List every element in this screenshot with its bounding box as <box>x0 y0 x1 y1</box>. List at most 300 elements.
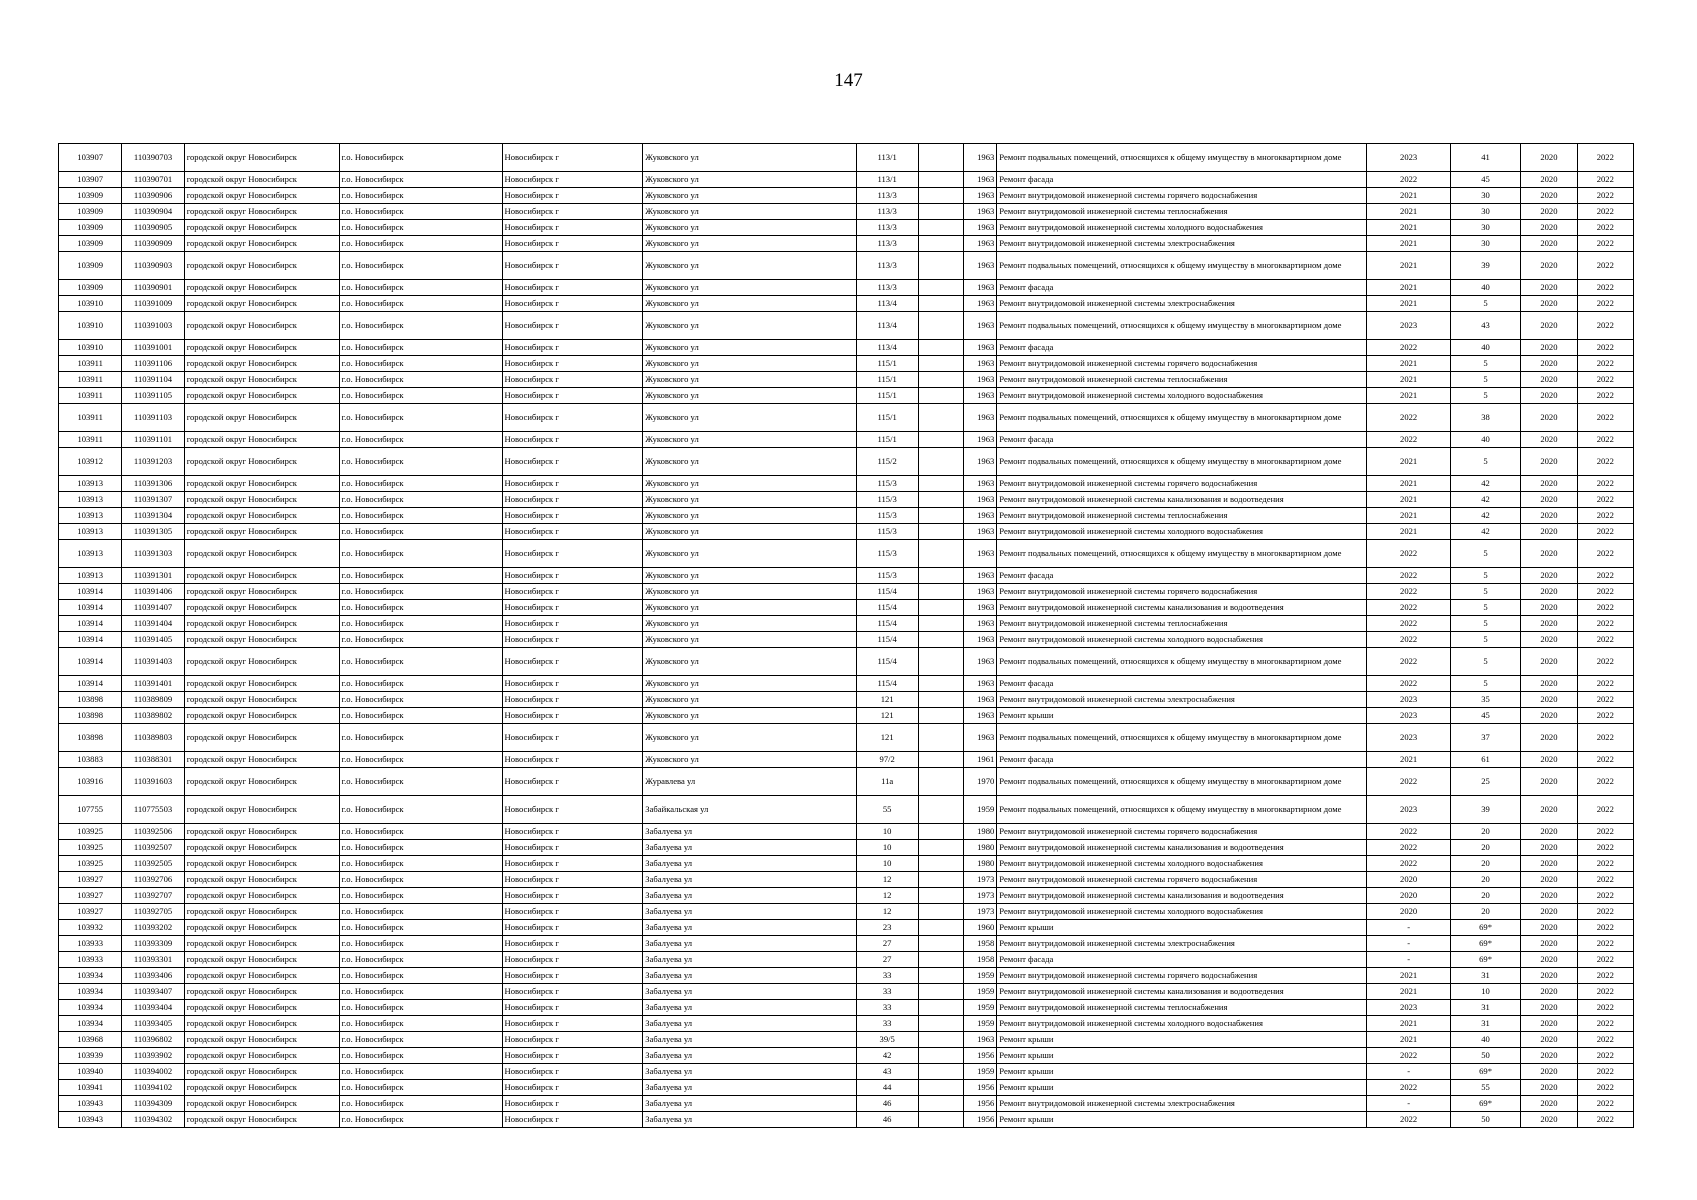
cell-street: Забалуева ул <box>643 984 856 1000</box>
cell-work-id: 110390701 <box>122 172 184 188</box>
cell-work-id: 110394309 <box>122 1096 184 1112</box>
cell-work-id: 110391406 <box>122 584 184 600</box>
table-row <box>59 1112 1634 1128</box>
cell-work-type: Ремонт внутридомовой инженерной системы холодного водоснабжения <box>997 632 1367 648</box>
cell-work-id: 110390905 <box>122 220 184 236</box>
cell-house-number: 113/1 <box>856 172 918 188</box>
cell-work-type: Ремонт подвальных помещений, относящихся к общему имуществу в многоквартирном доме <box>997 648 1367 676</box>
cell-settlement: Новосибирск г <box>502 1000 643 1016</box>
cell-street: Жуковского ул <box>643 372 856 388</box>
cell-work-id: 110391307 <box>122 492 184 508</box>
cell-municipality: городской округ Новосибирск <box>184 204 339 220</box>
cell-house-number: 115/4 <box>856 676 918 692</box>
cell-work-type: Ремонт крыши <box>997 1112 1367 1128</box>
cell-year-built: 1980 <box>964 840 997 856</box>
cell-municipality: городской округ Новосибирск <box>184 584 339 600</box>
cell-building <box>918 236 963 252</box>
cell-settlement: Новосибирск г <box>502 872 643 888</box>
cell-street: Жуковского ул <box>643 676 856 692</box>
cell-wear-percent: 30 <box>1450 204 1520 220</box>
cell-street: Жуковского ул <box>643 632 856 648</box>
cell-house-number: 113/3 <box>856 188 918 204</box>
cell-house-number: 33 <box>856 968 918 984</box>
cell-house-number: 115/3 <box>856 524 918 540</box>
cell-house-id: 103968 <box>59 1032 122 1048</box>
cell-house-id: 103898 <box>59 724 122 752</box>
cell-municipality: городской округ Новосибирск <box>184 796 339 824</box>
cell-municipality: городской округ Новосибирск <box>184 708 339 724</box>
cell-period-start: 2020 <box>1521 616 1577 632</box>
cell-work-type: Ремонт внутридомовой инженерной системы канализования и водоотведения <box>997 984 1367 1000</box>
cell-year-built: 1963 <box>964 204 997 220</box>
cell-building <box>918 616 963 632</box>
cell-building <box>918 1016 963 1032</box>
cell-house-id: 103898 <box>59 692 122 708</box>
cell-period-start: 2020 <box>1521 432 1577 448</box>
cell-period-start: 2020 <box>1521 872 1577 888</box>
cell-house-id: 103907 <box>59 144 122 172</box>
cell-house-id: 103934 <box>59 968 122 984</box>
cell-settlement: Новосибирск г <box>502 540 643 568</box>
cell-period-start: 2020 <box>1521 1048 1577 1064</box>
table-row <box>59 540 1634 568</box>
cell-period-end: 2022 <box>1577 492 1633 508</box>
table-row <box>59 952 1634 968</box>
cell-work-id: 110389809 <box>122 692 184 708</box>
cell-municipality: городской округ Новосибирск <box>184 752 339 768</box>
cell-period-end: 2022 <box>1577 632 1633 648</box>
cell-house-id: 103909 <box>59 220 122 236</box>
table-row <box>59 692 1634 708</box>
cell-wear-percent: 38 <box>1450 404 1520 432</box>
cell-year-built: 1963 <box>964 476 997 492</box>
cell-settlement: Новосибирск г <box>502 752 643 768</box>
cell-wear-percent: 20 <box>1450 824 1520 840</box>
cell-period-end: 2022 <box>1577 1112 1633 1128</box>
cell-house-id: 103910 <box>59 296 122 312</box>
cell-period-end: 2022 <box>1577 676 1633 692</box>
cell-district: г.о. Новосибирск <box>339 296 502 312</box>
cell-wear-percent: 5 <box>1450 296 1520 312</box>
cell-district: г.о. Новосибирск <box>339 220 502 236</box>
cell-house-id: 103939 <box>59 1048 122 1064</box>
cell-work-id: 110391103 <box>122 404 184 432</box>
cell-year-built: 1980 <box>964 856 997 872</box>
cell-period-end: 2022 <box>1577 796 1633 824</box>
cell-settlement: Новосибирск г <box>502 796 643 824</box>
cell-building <box>918 188 963 204</box>
cell-building <box>918 676 963 692</box>
cell-district: г.о. Новосибирск <box>339 584 502 600</box>
cell-street: Забалуева ул <box>643 1048 856 1064</box>
cell-street: Жуковского ул <box>643 584 856 600</box>
cell-settlement: Новосибирск г <box>502 492 643 508</box>
cell-house-id: 103911 <box>59 372 122 388</box>
cell-street: Жуковского ул <box>643 600 856 616</box>
cell-house-number: 39/5 <box>856 1032 918 1048</box>
cell-street: Жуковского ул <box>643 252 856 280</box>
cell-period-start: 2020 <box>1521 188 1577 204</box>
cell-year-built: 1956 <box>964 1112 997 1128</box>
cell-year-built: 1959 <box>964 984 997 1000</box>
cell-period-end: 2022 <box>1577 768 1633 796</box>
cell-settlement: Новосибирск г <box>502 1016 643 1032</box>
cell-building <box>918 984 963 1000</box>
cell-house-number: 10 <box>856 824 918 840</box>
cell-building <box>918 824 963 840</box>
cell-district: г.о. Новосибирск <box>339 936 502 952</box>
cell-work-type: Ремонт фасада <box>997 568 1367 584</box>
cell-year-built: 1970 <box>964 768 997 796</box>
cell-work-type: Ремонт фасада <box>997 280 1367 296</box>
cell-work-id: 110391404 <box>122 616 184 632</box>
cell-building <box>918 724 963 752</box>
cell-settlement: Новосибирск г <box>502 888 643 904</box>
cell-street: Жуковского ул <box>643 492 856 508</box>
cell-building <box>918 936 963 952</box>
table-row <box>59 724 1634 752</box>
cell-building <box>918 1032 963 1048</box>
cell-house-id: 103909 <box>59 236 122 252</box>
cell-house-number: 33 <box>856 1016 918 1032</box>
cell-district: г.о. Новосибирск <box>339 236 502 252</box>
cell-house-number: 33 <box>856 1000 918 1016</box>
cell-year-built: 1963 <box>964 524 997 540</box>
cell-period-end: 2022 <box>1577 476 1633 492</box>
table-row <box>59 872 1634 888</box>
cell-house-id: 103940 <box>59 1064 122 1080</box>
cell-period-end: 2022 <box>1577 448 1633 476</box>
table-row <box>59 752 1634 768</box>
cell-district: г.о. Новосибирск <box>339 388 502 404</box>
table-row <box>59 984 1634 1000</box>
cell-street: Забалуева ул <box>643 872 856 888</box>
cell-period-end: 2022 <box>1577 312 1633 340</box>
cell-district: г.о. Новосибирск <box>339 1032 502 1048</box>
cell-municipality: городской округ Новосибирск <box>184 188 339 204</box>
cell-period-end: 2022 <box>1577 1032 1633 1048</box>
cell-building <box>918 144 963 172</box>
cell-house-number: 43 <box>856 1064 918 1080</box>
cell-house-id: 103909 <box>59 188 122 204</box>
cell-work-type: Ремонт подвальных помещений, относящихся к общему имуществу в многоквартирном доме <box>997 724 1367 752</box>
cell-district: г.о. Новосибирск <box>339 1000 502 1016</box>
cell-district: г.о. Новосибирск <box>339 708 502 724</box>
cell-house-id: 103914 <box>59 616 122 632</box>
cell-work-type: Ремонт внутридомовой инженерной системы электроснабжения <box>997 1096 1367 1112</box>
cell-house-id: 103925 <box>59 824 122 840</box>
cell-work-id: 110392706 <box>122 872 184 888</box>
cell-house-id: 103943 <box>59 1096 122 1112</box>
cell-house-id: 103910 <box>59 312 122 340</box>
table-row <box>59 220 1634 236</box>
cell-period-end: 2022 <box>1577 508 1633 524</box>
cell-building <box>918 752 963 768</box>
table-row <box>59 584 1634 600</box>
cell-year-built: 1963 <box>964 372 997 388</box>
cell-building <box>918 952 963 968</box>
table-row <box>59 236 1634 252</box>
cell-street: Журавлева ул <box>643 768 856 796</box>
cell-period-end: 2022 <box>1577 432 1633 448</box>
cell-plan-year: 2023 <box>1367 692 1450 708</box>
table-row <box>59 1016 1634 1032</box>
cell-work-type: Ремонт фасада <box>997 676 1367 692</box>
cell-year-built: 1963 <box>964 340 997 356</box>
cell-plan-year: 2022 <box>1367 824 1450 840</box>
cell-settlement: Новосибирск г <box>502 600 643 616</box>
cell-building <box>918 568 963 584</box>
cell-work-type: Ремонт внутридомовой инженерной системы теплоснабжения <box>997 1000 1367 1016</box>
cell-year-built: 1963 <box>964 388 997 404</box>
cell-work-type: Ремонт подвальных помещений, относящихся к общему имуществу в многоквартирном доме <box>997 540 1367 568</box>
cell-wear-percent: 20 <box>1450 904 1520 920</box>
cell-house-number: 113/3 <box>856 204 918 220</box>
cell-work-id: 110391304 <box>122 508 184 524</box>
cell-building <box>918 872 963 888</box>
cell-street: Жуковского ул <box>643 524 856 540</box>
cell-settlement: Новосибирск г <box>502 220 643 236</box>
table-row <box>59 824 1634 840</box>
cell-house-id: 103914 <box>59 676 122 692</box>
cell-wear-percent: 20 <box>1450 888 1520 904</box>
cell-plan-year: 2022 <box>1367 840 1450 856</box>
cell-municipality: городской округ Новосибирск <box>184 372 339 388</box>
cell-settlement: Новосибирск г <box>502 372 643 388</box>
cell-district: г.о. Новосибирск <box>339 920 502 936</box>
cell-plan-year: 2023 <box>1367 312 1450 340</box>
cell-period-start: 2020 <box>1521 752 1577 768</box>
cell-house-id: 103909 <box>59 280 122 296</box>
cell-plan-year: 2022 <box>1367 432 1450 448</box>
cell-period-start: 2020 <box>1521 280 1577 296</box>
cell-settlement: Новосибирск г <box>502 840 643 856</box>
cell-street: Забалуева ул <box>643 968 856 984</box>
cell-work-type: Ремонт внутридомовой инженерной системы теплоснабжения <box>997 204 1367 220</box>
cell-building <box>918 296 963 312</box>
cell-plan-year: 2022 <box>1367 568 1450 584</box>
cell-period-end: 2022 <box>1577 356 1633 372</box>
cell-period-start: 2020 <box>1521 856 1577 872</box>
cell-municipality: городской округ Новосибирск <box>184 888 339 904</box>
cell-period-end: 2022 <box>1577 872 1633 888</box>
cell-wear-percent: 55 <box>1450 1080 1520 1096</box>
cell-building <box>918 220 963 236</box>
table-row <box>59 768 1634 796</box>
cell-municipality: городской округ Новосибирск <box>184 648 339 676</box>
cell-house-number: 113/3 <box>856 280 918 296</box>
cell-period-end: 2022 <box>1577 1096 1633 1112</box>
cell-work-type: Ремонт подвальных помещений, относящихся к общему имуществу в многоквартирном доме <box>997 768 1367 796</box>
cell-year-built: 1963 <box>964 1032 997 1048</box>
cell-period-end: 2022 <box>1577 252 1633 280</box>
cell-wear-percent: 20 <box>1450 872 1520 888</box>
cell-house-number: 46 <box>856 1112 918 1128</box>
cell-year-built: 1963 <box>964 432 997 448</box>
cell-period-start: 2020 <box>1521 1032 1577 1048</box>
cell-work-id: 110393405 <box>122 1016 184 1032</box>
cell-municipality: городской округ Новосибирск <box>184 540 339 568</box>
cell-work-id: 110390901 <box>122 280 184 296</box>
cell-settlement: Новосибирск г <box>502 724 643 752</box>
cell-period-start: 2020 <box>1521 676 1577 692</box>
cell-building <box>918 1064 963 1080</box>
cell-settlement: Новосибирск г <box>502 952 643 968</box>
cell-work-type: Ремонт внутридомовой инженерной системы холодного водоснабжения <box>997 904 1367 920</box>
cell-period-end: 2022 <box>1577 952 1633 968</box>
cell-period-start: 2020 <box>1521 648 1577 676</box>
cell-plan-year: 2021 <box>1367 968 1450 984</box>
cell-district: г.о. Новосибирск <box>339 1064 502 1080</box>
cell-district: г.о. Новосибирск <box>339 724 502 752</box>
cell-plan-year: - <box>1367 920 1450 936</box>
cell-municipality: городской округ Новосибирск <box>184 476 339 492</box>
cell-work-type: Ремонт внутридомовой инженерной системы канализования и водоотведения <box>997 840 1367 856</box>
cell-work-type: Ремонт внутридомовой инженерной системы теплоснабжения <box>997 372 1367 388</box>
cell-year-built: 1963 <box>964 296 997 312</box>
cell-work-type: Ремонт внутридомовой инженерной системы теплоснабжения <box>997 616 1367 632</box>
cell-municipality: городской округ Новосибирск <box>184 356 339 372</box>
cell-building <box>918 1000 963 1016</box>
cell-building <box>918 904 963 920</box>
cell-period-end: 2022 <box>1577 388 1633 404</box>
cell-building <box>918 1096 963 1112</box>
cell-year-built: 1963 <box>964 508 997 524</box>
table-row <box>59 432 1634 448</box>
cell-period-start: 2020 <box>1521 404 1577 432</box>
cell-district: г.о. Новосибирск <box>339 540 502 568</box>
cell-work-type: Ремонт внутридомовой инженерной системы электроснабжения <box>997 236 1367 252</box>
cell-work-type: Ремонт подвальных помещений, относящихся к общему имуществу в многоквартирном доме <box>997 796 1367 824</box>
cell-plan-year: 2021 <box>1367 508 1450 524</box>
cell-street: Жуковского ул <box>643 648 856 676</box>
cell-street: Жуковского ул <box>643 172 856 188</box>
cell-year-built: 1963 <box>964 252 997 280</box>
cell-settlement: Новосибирск г <box>502 388 643 404</box>
cell-period-start: 2020 <box>1521 236 1577 252</box>
cell-year-built: 1963 <box>964 188 997 204</box>
table-row <box>59 1064 1634 1080</box>
cell-work-type: Ремонт внутридомовой инженерной системы холодного водоснабжения <box>997 1016 1367 1032</box>
cell-municipality: городской округ Новосибирск <box>184 1016 339 1032</box>
cell-municipality: городской округ Новосибирск <box>184 432 339 448</box>
cell-work-type: Ремонт внутридомовой инженерной системы электроснабжения <box>997 936 1367 952</box>
cell-building <box>918 492 963 508</box>
cell-period-start: 2020 <box>1521 920 1577 936</box>
cell-municipality: городской округ Новосибирск <box>184 1064 339 1080</box>
cell-municipality: городской округ Новосибирск <box>184 768 339 796</box>
cell-period-start: 2020 <box>1521 584 1577 600</box>
cell-year-built: 1963 <box>964 584 997 600</box>
table-row <box>59 144 1634 172</box>
cell-wear-percent: 31 <box>1450 1016 1520 1032</box>
cell-work-id: 110390703 <box>122 144 184 172</box>
cell-district: г.о. Новосибирск <box>339 888 502 904</box>
cell-year-built: 1963 <box>964 708 997 724</box>
table-row <box>59 904 1634 920</box>
cell-street: Жуковского ул <box>643 388 856 404</box>
cell-plan-year: 2022 <box>1367 1048 1450 1064</box>
cell-building <box>918 204 963 220</box>
cell-house-id: 103914 <box>59 584 122 600</box>
cell-settlement: Новосибирск г <box>502 856 643 872</box>
cell-wear-percent: 40 <box>1450 432 1520 448</box>
cell-district: г.о. Новосибирск <box>339 144 502 172</box>
cell-house-id: 103914 <box>59 648 122 676</box>
cell-period-start: 2020 <box>1521 568 1577 584</box>
cell-street: Жуковского ул <box>643 540 856 568</box>
cell-work-id: 110389803 <box>122 724 184 752</box>
cell-house-number: 113/3 <box>856 236 918 252</box>
cell-plan-year: 2021 <box>1367 524 1450 540</box>
cell-period-end: 2022 <box>1577 840 1633 856</box>
cell-street: Забалуева ул <box>643 1096 856 1112</box>
cell-work-type: Ремонт фасада <box>997 172 1367 188</box>
cell-wear-percent: 42 <box>1450 524 1520 540</box>
cell-settlement: Новосибирск г <box>502 984 643 1000</box>
table-row <box>59 676 1634 692</box>
cell-house-id: 103913 <box>59 524 122 540</box>
cell-municipality: городской округ Новосибирск <box>184 984 339 1000</box>
cell-settlement: Новосибирск г <box>502 172 643 188</box>
cell-period-end: 2022 <box>1577 236 1633 252</box>
cell-year-built: 1963 <box>964 632 997 648</box>
cell-building <box>918 1048 963 1064</box>
cell-wear-percent: 42 <box>1450 492 1520 508</box>
cell-settlement: Новосибирск г <box>502 312 643 340</box>
cell-year-built: 1963 <box>964 676 997 692</box>
cell-settlement: Новосибирск г <box>502 404 643 432</box>
cell-wear-percent: 41 <box>1450 144 1520 172</box>
cell-work-id: 110390906 <box>122 188 184 204</box>
cell-settlement: Новосибирск г <box>502 236 643 252</box>
cell-settlement: Новосибирск г <box>502 904 643 920</box>
cell-house-number: 113/3 <box>856 220 918 236</box>
cell-period-start: 2020 <box>1521 448 1577 476</box>
cell-building <box>918 796 963 824</box>
cell-street: Забайкальская ул <box>643 796 856 824</box>
cell-settlement: Новосибирск г <box>502 692 643 708</box>
cell-period-end: 2022 <box>1577 524 1633 540</box>
cell-period-start: 2020 <box>1521 388 1577 404</box>
table-row <box>59 616 1634 632</box>
cell-municipality: городской округ Новосибирск <box>184 252 339 280</box>
cell-plan-year: 2021 <box>1367 388 1450 404</box>
cell-municipality: городской округ Новосибирск <box>184 600 339 616</box>
cell-plan-year: 2023 <box>1367 724 1450 752</box>
cell-house-number: 115/3 <box>856 568 918 584</box>
cell-work-id: 110391403 <box>122 648 184 676</box>
table-row <box>59 492 1634 508</box>
cell-work-id: 110391407 <box>122 600 184 616</box>
cell-street: Жуковского ул <box>643 220 856 236</box>
cell-period-start: 2020 <box>1521 1080 1577 1096</box>
cell-work-id: 110392707 <box>122 888 184 904</box>
cell-work-id: 110392705 <box>122 904 184 920</box>
cell-house-id: 103933 <box>59 936 122 952</box>
cell-municipality: городской округ Новосибирск <box>184 388 339 404</box>
cell-period-end: 2022 <box>1577 188 1633 204</box>
cell-house-id: 103925 <box>59 840 122 856</box>
cell-street: Забалуева ул <box>643 856 856 872</box>
cell-settlement: Новосибирск г <box>502 676 643 692</box>
cell-house-number: 115/4 <box>856 632 918 648</box>
cell-street: Жуковского ул <box>643 280 856 296</box>
cell-wear-percent: 5 <box>1450 356 1520 372</box>
table-row <box>59 204 1634 220</box>
cell-wear-percent: 5 <box>1450 676 1520 692</box>
cell-district: г.о. Новосибирск <box>339 524 502 540</box>
